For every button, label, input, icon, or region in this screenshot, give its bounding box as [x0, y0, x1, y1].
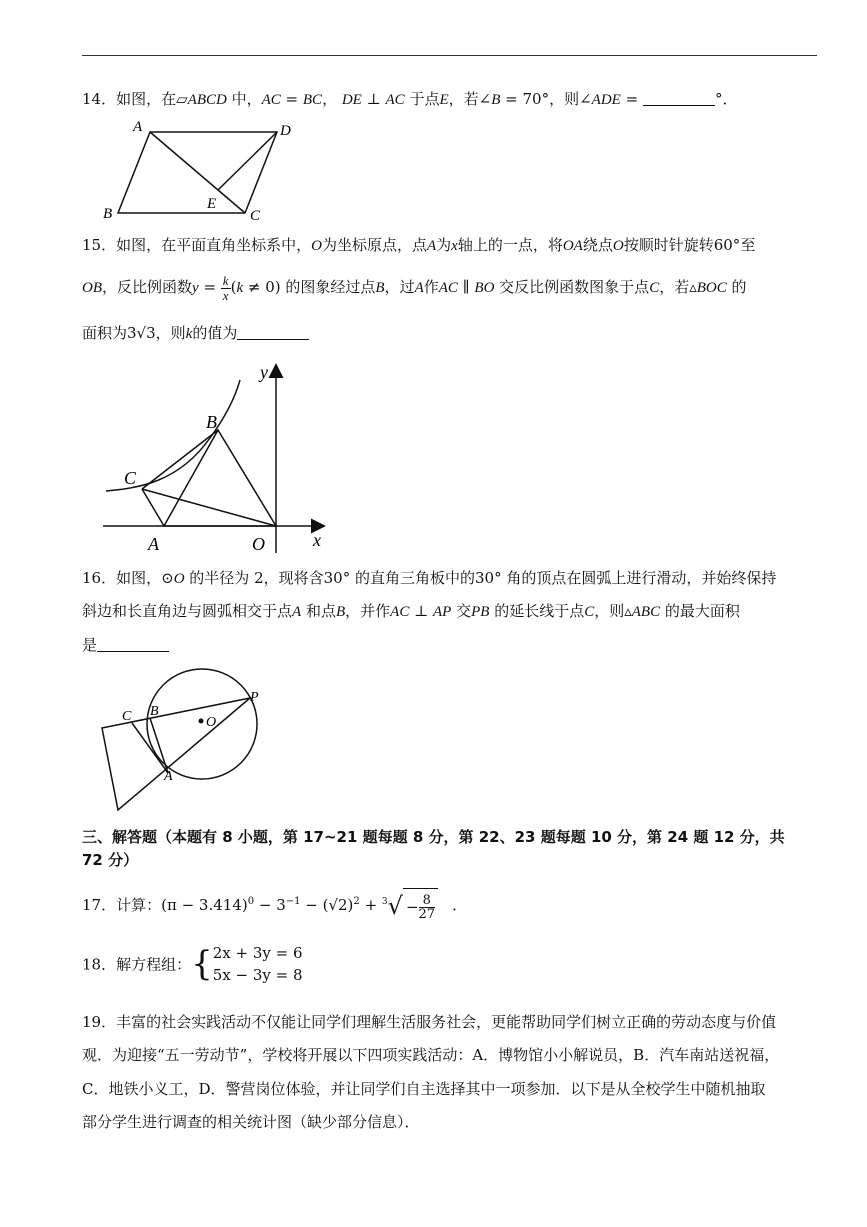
- q15-l2i: B: [375, 280, 385, 296]
- q15-l2s: ，若: [659, 278, 690, 296]
- q15-l1h: OA: [562, 238, 583, 254]
- q15-l2r: C: [649, 280, 660, 296]
- q15-line1: [82, 234, 755, 257]
- q14-text-q: ，则∠: [549, 90, 592, 108]
- q14-e: E: [439, 92, 449, 108]
- q14-70: = 70°: [500, 90, 550, 108]
- segment-de: [218, 132, 277, 190]
- q16-l2a: 斜边和长直角边与圆弧相交于点: [82, 602, 293, 620]
- frac-num-k: k: [222, 272, 229, 288]
- q15-l1e: 为: [436, 236, 452, 254]
- q14-eq: =: [280, 90, 303, 108]
- equation-system: [213, 942, 303, 986]
- q15-l1g: 轴上的一点，将: [457, 236, 563, 254]
- q17-number: 17．: [82, 896, 117, 914]
- q14-eq2: =: [620, 90, 643, 108]
- q15-l1f: x: [451, 238, 458, 254]
- radicand: [403, 888, 438, 925]
- q16-l2h: AP: [432, 604, 452, 620]
- q15-l1i: 绕点: [582, 236, 613, 254]
- q15-l3d: k: [185, 326, 193, 342]
- q14-text-n: ，若∠: [448, 90, 492, 108]
- triangle-symbol: ▵: [689, 278, 697, 296]
- q16-l2m: ，则: [594, 602, 625, 620]
- q15-figure: [98, 358, 338, 558]
- q15-l1d: A: [426, 238, 437, 254]
- q16-l2p: 的最大面积: [660, 602, 740, 620]
- q19-line3: C．地铁小义工，D．警营岗位体验，并让同学们自主选择其中一项参加．以下是从全校学生中随机抽取: [82, 1080, 766, 1098]
- q14-bc: BC: [302, 92, 323, 108]
- q15-l2a: OB: [82, 280, 102, 296]
- header-rule: [82, 55, 817, 56]
- q17-text: [82, 884, 467, 925]
- q15-l2l: A: [414, 280, 424, 296]
- q15-l2b: ，反比例函数: [102, 278, 193, 296]
- q15-l1l: 60°: [713, 236, 741, 254]
- label-c: C: [124, 468, 137, 488]
- q17-expr-b: − 3: [254, 896, 286, 914]
- q16-line3: [82, 634, 169, 656]
- label-o: O: [206, 715, 217, 730]
- q14-text: [82, 88, 737, 111]
- q15-answer-blank[interactable]: [237, 325, 309, 340]
- q16-l2d: B: [335, 604, 346, 620]
- fraction-k-over-x: [221, 274, 231, 303]
- q15-l2n: AC: [438, 280, 458, 296]
- circle-symbol: ⊙: [161, 569, 174, 587]
- q15-l2m: 作: [423, 278, 439, 296]
- q16-l2g: ⊥: [409, 602, 433, 620]
- q15-l1j: O: [612, 238, 624, 254]
- q16-l2k: 的延长线于点: [489, 602, 585, 620]
- q16-l3a: 是: [82, 636, 98, 654]
- q16-l2e: ，并作: [345, 602, 391, 620]
- q15-l1b: O: [311, 238, 322, 254]
- q17-expr-a: (π − 3.414): [161, 896, 248, 914]
- q16-l1h: 角的顶点在圆弧上进行滑动，并始终保持: [501, 569, 777, 587]
- frac-den-27: 27: [418, 907, 436, 922]
- q15-number: 15．: [82, 236, 117, 254]
- q14-number: 14．: [82, 90, 117, 108]
- q15-line3: [82, 322, 309, 345]
- q14-text-a: 如图，在: [116, 90, 177, 108]
- q15-l2p: BO: [474, 280, 495, 296]
- q14-degree: °．: [714, 90, 738, 108]
- segment-cb: [142, 430, 218, 489]
- label-b: B: [150, 704, 159, 719]
- q16-line2: [82, 600, 740, 623]
- q15-l1m: 至: [740, 236, 756, 254]
- q19-line1: [82, 1011, 776, 1033]
- q14-b: B: [491, 92, 501, 108]
- q17-label: 计算：: [116, 896, 162, 914]
- q14-abcd: ABCD: [187, 92, 227, 108]
- q17-sup0: 0: [247, 896, 255, 907]
- q19-line4: 部分学生进行调查的相关统计图（缺少部分信息）．: [82, 1113, 420, 1131]
- q17-sup-neg1: −1: [285, 896, 301, 907]
- q15-l2c: y: [192, 280, 199, 296]
- equation-1: 2x + 3y = 6: [212, 944, 303, 962]
- q16-l1a: 如图，: [116, 569, 162, 587]
- label-o: O: [252, 534, 265, 554]
- system-brace: {: [191, 944, 213, 984]
- label-p: P: [250, 690, 259, 705]
- q14-text-d: 中，: [226, 90, 262, 108]
- center-dot: [199, 719, 204, 724]
- q15-l2o: ∥: [457, 278, 475, 296]
- label-b: B: [103, 206, 113, 222]
- q16-l2f: AC: [390, 604, 410, 620]
- q16-l1f: 的直角三角板中的: [350, 569, 475, 587]
- frac-num-8: 8: [419, 894, 436, 908]
- q15-l1k: 按顺时针旋转: [623, 236, 714, 254]
- q14-ac: AC: [261, 92, 281, 108]
- q18-number: 18．: [82, 955, 117, 974]
- q14-ac2: AC: [385, 92, 405, 108]
- q16-l2o: ABC: [631, 604, 661, 620]
- q15-l2h: 的图象经过点: [280, 278, 376, 296]
- label-c: C: [122, 709, 132, 724]
- segment-ba: [150, 718, 168, 773]
- q19-l1: 丰富的社会实践活动不仅能让同学们理解生活服务社会，更能帮助同学们树立正确的劳动态度与价值: [116, 1013, 777, 1031]
- label-a: A: [148, 534, 159, 554]
- q15-line2: [82, 270, 747, 305]
- q16-line1: [82, 567, 776, 590]
- q16-number: 16．: [82, 569, 117, 587]
- q15-l3a: 面积为: [82, 324, 128, 342]
- q16-l2l: C: [584, 604, 595, 620]
- parallelogram-symbol: ▱: [176, 90, 188, 108]
- label-b: B: [206, 412, 217, 432]
- q15-l2d: =: [198, 278, 221, 296]
- q14-answer-blank[interactable]: [643, 91, 715, 106]
- q19-number: 19．: [82, 1013, 117, 1031]
- q14-perp: ⊥: [361, 90, 386, 108]
- label-c: C: [250, 208, 261, 224]
- q16-l1d: 的半径为 2，现将含: [184, 569, 324, 587]
- q15-l2u: BOC: [696, 280, 727, 296]
- triangle-symbol-2: ▵: [624, 602, 632, 620]
- q16-l2j: PB: [471, 604, 490, 620]
- q14-figure: [95, 115, 305, 225]
- q16-l2b: A: [292, 604, 302, 620]
- label-a: A: [164, 769, 173, 784]
- label-a: A: [133, 119, 143, 135]
- q14-de: DE: [341, 92, 362, 108]
- label-x: x: [313, 530, 321, 550]
- q16-figure: [98, 668, 268, 818]
- q19-line2: 观．为迎接“五一劳动节”，学校将开展以下四项实践活动：A．博物馆小小解说员，B．汽车南站送祝福，: [82, 1046, 780, 1064]
- frac-den-x: x: [222, 287, 229, 303]
- q15-l2q: 交反比例函数图象于点: [494, 278, 650, 296]
- triangle-boa: [164, 430, 276, 526]
- q15-l1a: 如图，在平面直角坐标系中，: [116, 236, 312, 254]
- segment-co: [142, 489, 276, 526]
- q15-l2v: 的: [726, 278, 747, 296]
- q15-l2e: (: [230, 278, 237, 296]
- segment-ca: [132, 723, 168, 773]
- q18-text: [82, 942, 303, 986]
- label-e: E: [207, 196, 217, 212]
- radical-sign: √: [387, 892, 403, 920]
- q16-l1e: 30°: [323, 569, 351, 587]
- q15-l3b: 3√3: [127, 324, 156, 342]
- q16-l2i: 交: [451, 602, 472, 620]
- circle-o: [147, 669, 257, 779]
- q17-expr-c: − (√2): [300, 896, 354, 914]
- q16-l1c: O: [173, 571, 185, 587]
- section3-heading-line1: 三、解答题（本题有 8 小题，第 17~21 题每题 8 分，第 22、23 题每题 10 分，第 24 题 12 分，共: [82, 828, 785, 846]
- q15-l2j: ，过: [384, 278, 415, 296]
- q17-sup2: 2: [353, 896, 360, 907]
- section3-heading-line2: 72 分）: [82, 851, 139, 869]
- q16-l2c: 和点: [301, 602, 336, 620]
- diagonal-ac: [150, 132, 245, 213]
- q15-l1c: 为坐标原点，点: [321, 236, 427, 254]
- fraction-8-27: [419, 894, 436, 921]
- radicand-minus: −: [405, 897, 419, 916]
- q17-expr-d: +: [359, 896, 382, 914]
- label-d: D: [280, 123, 291, 139]
- q14-text-l: 于点: [404, 90, 440, 108]
- q15-l2f: k: [236, 280, 244, 296]
- label-y: y: [260, 362, 268, 382]
- equation-2: 5x − 3y = 8: [212, 966, 303, 984]
- q16-l1g: 30°: [475, 569, 502, 587]
- q14-ade: ADE: [591, 92, 621, 108]
- q16-answer-blank[interactable]: [97, 637, 169, 652]
- q15-l3e: 的值为: [192, 324, 238, 342]
- q15-l2g: ≠ 0): [243, 278, 281, 296]
- q14-comma: ，: [322, 90, 342, 108]
- q18-label: 解方程组：: [116, 955, 192, 974]
- q17-end: ．: [452, 896, 468, 914]
- q15-l3c: ，则: [155, 324, 186, 342]
- cuberoot-index: 3: [381, 897, 388, 907]
